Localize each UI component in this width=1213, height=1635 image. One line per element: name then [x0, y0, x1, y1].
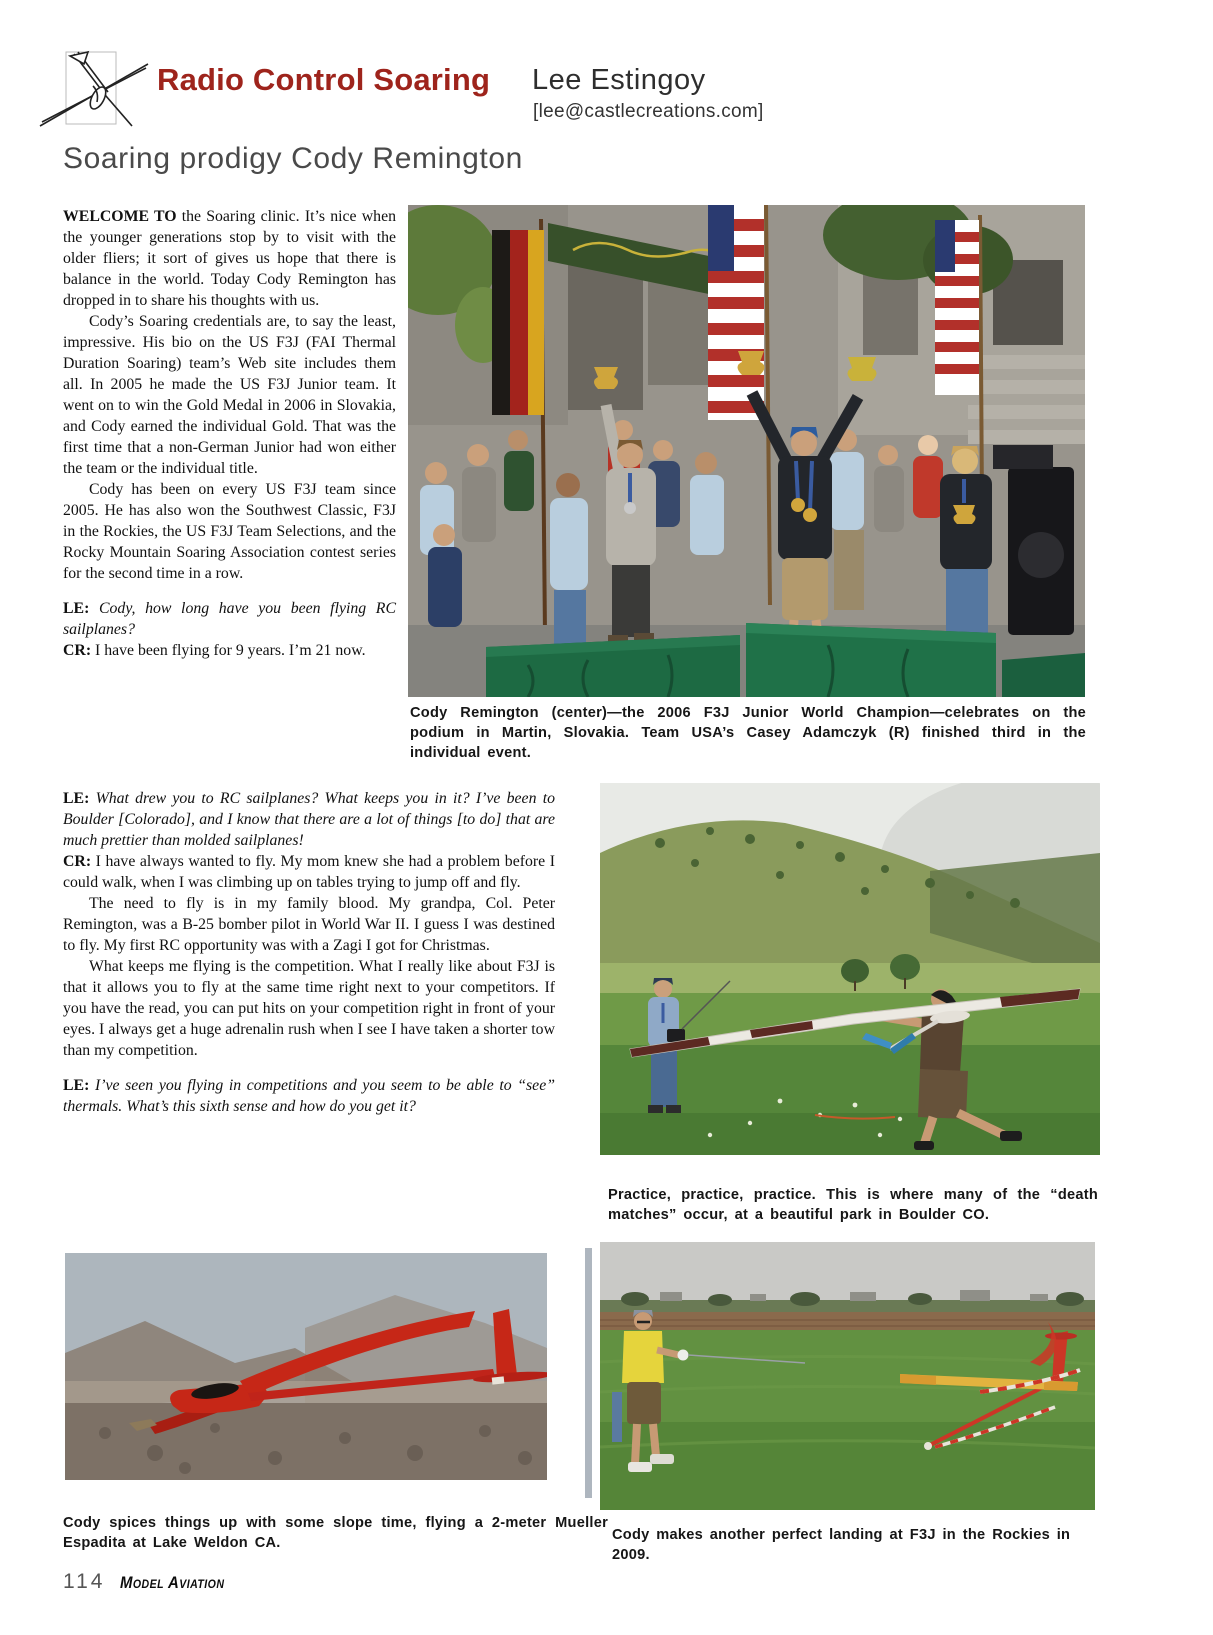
author-byline: Lee Estingoy	[532, 64, 706, 96]
answer-paragraph: What keeps me flying is the competition. What I really like about F3J is that it allows you to fly at the same time right next to your competitors. If you have the read, you can put hits on your competition right in front of your eyes. I always get a huge adrenalin rush when I see I have taken a shorter tow than my competition.	[63, 958, 555, 1059]
glider-sketch-icon	[36, 42, 156, 134]
photo-slope-glider	[65, 1253, 547, 1480]
answer: CR: I have always wanted to fly. My mom knew she had a problem before I could walk, when I was climbing up on tables trying to jump off and fly.	[63, 853, 555, 891]
article-title: Soaring prodigy Cody Remington	[63, 142, 523, 175]
question: LE: I’ve seen you flying in competitions and you seem to be able to “see” thermals. What’s this sixth sense and how do you get it?	[63, 1077, 555, 1115]
page-number: 114	[63, 1570, 106, 1593]
column-title: Radio Control Soaring	[157, 62, 491, 97]
article-column-2	[63, 788, 555, 1117]
caption-slope: Cody spices things up with some slope time, flying a 2-meter Mueller Espadita at Lake Weldon CA.	[63, 1515, 608, 1551]
question: LE: What drew you to RC sailplanes? What keeps you in it? I’ve been to Boulder [Colorado], and I know that there are a lot of things [to do] that are much prettier than molded sailplanes!	[63, 790, 555, 849]
paragraph: WELCOME TO the Soaring clinic. It’s nice when the younger generations stop by to visit with the older fliers; it sort of gives us hope that there is balance in the world. Today Cody Remington has dropped in to share his thoughts with us.	[63, 208, 396, 309]
answer: CR: I have been flying for 9 years. I’m 21 now.	[63, 642, 366, 659]
question: LE: Cody, how long have you been flying RC sailplanes?	[63, 600, 396, 638]
qa-block-1	[63, 598, 396, 661]
caption-practice: Practice, practice, practice. This is where many of the “death matches” occur, at a beautiful park in Boulder CO.	[608, 1187, 1098, 1223]
bronze-medalist	[940, 446, 992, 656]
paragraph: Cody’s Soaring credentials are, to say the least, impressive. His bio on the US F3J (FAI Thermal Duration Soaring) team’s Web site includes them all. In 2005 he made the US F3J Junior team. It went on to win the Gold Medal in 2006 in Slovakia, and Cody earned the individual Gold. That was the first time that a non-German Junior had won either the team or the individual title.	[63, 313, 396, 477]
photo-practice-park	[600, 783, 1100, 1155]
page-footer	[63, 1570, 239, 1596]
paragraph: Cody has been on every US F3J team since 2005. He has also won the Southwest Classic, F3J in the Rockies, the US F3J Team Selections, and the Rocky Mountain Soaring Association contest series for the second time in a row.	[63, 481, 396, 582]
qa-block-2	[63, 788, 555, 1061]
caption-podium: Cody Remington (center)—the 2006 F3J Junior World Champion—celebrates on the podium in Martin, Slovakia. Team USA’s Casey Adamczyk (R) finished third in the individual event.	[410, 705, 1086, 761]
photo-podium-celebration	[408, 205, 1085, 697]
page-scan-artifact	[585, 1248, 592, 1498]
magazine-logo: Model Aviation	[119, 1573, 225, 1592]
caption-landing: Cody makes another perfect landing at F3J in the Rockies in 2009.	[612, 1527, 1071, 1563]
paragraph-lead: WELCOME TO	[63, 208, 177, 225]
article-column-1	[63, 206, 396, 661]
author-email: [lee@castlecreations.com]	[533, 101, 764, 122]
photo-landing	[600, 1242, 1095, 1510]
qa-block-3	[63, 1075, 555, 1117]
answer-paragraph: The need to fly is in my family blood. My grandpa, Col. Peter Remington, was a B-25 bomber pilot in World War II. I guess I was destined to fly. My first RC opportunity was with a Zagi I got for Christmas.	[63, 895, 555, 954]
